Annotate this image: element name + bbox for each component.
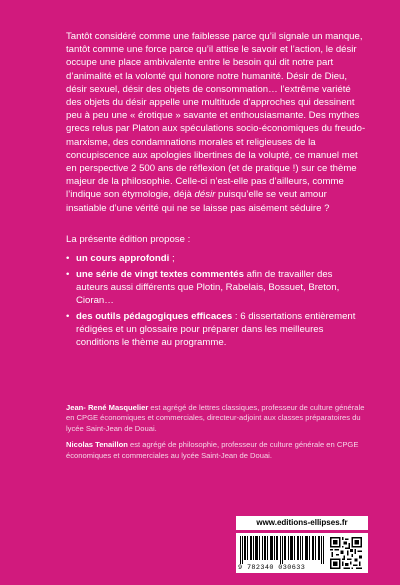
author-bio [66, 440, 372, 461]
barcode-icon [240, 536, 324, 564]
author-bio [66, 403, 372, 434]
edition-list [66, 252, 366, 349]
author-bios [66, 403, 372, 467]
bullet-icon: • [66, 252, 70, 264]
summary-text-part2: puisqu’elle se veut amour insatiable d’une vérité qui ne se laisse pas aisément séduire ? [66, 189, 330, 214]
author-name: Jean- René Masquelier [66, 403, 149, 412]
bullet-icon: • [66, 268, 70, 280]
summary-text-part1: Tantôt considéré comme une faiblesse parce qu’il signale un manque, tantôt comme une force parce qu’il attise le savoir et l’action, le désir occupe une place ambivalente entre le besoin qui dit notre part d’animalité et la volonté qui honore notre humanité. Désir de Dieu, désir sexuel, désir des objets de consommation… l’extrême variété des objets du désir appelle une multitude d’approches qui dessinent peu à peu une « érotique » savante et enthousiasmante. Des mythes grecs relus par Platon aux spéculations socio-économiques du freudo-marxisme, des condamnations morales et religieuses de la concupiscence aux apologies libertines de la volupté, ce manuel met en perspective 2 500 ans de réflexion (et de pratique !) sur ce thème majeur de la philosophie. Celle-ci n’est-elle pas d’ailleurs, comme l’indique son étymologie, déjà [66, 31, 366, 201]
list-item-bold: une série de vingt textes commentés [76, 268, 244, 280]
list-item [66, 252, 366, 265]
list-item-text: ; [169, 252, 175, 264]
author-bio-text: est agrégé de lettres classiques, professeur de culture générale en CPGE économiques et commerciales, directeur-adjoint aux classes préparatoires du lycée Saint-Jean de Douai. [66, 403, 365, 433]
barcode-panel [236, 533, 368, 573]
author-bio-text: est agrégé de philosophie, professeur de culture générale en CPGE économiques et commerciales au lycée Saint-Jean de Douai. [66, 440, 359, 460]
list-item-text: : 6 dissertations entièrement rédigées et un glossaire pour préparer dans les meilleures conditions le thème au programme. [76, 310, 356, 348]
qr-code-icon [330, 537, 362, 569]
list-item [66, 268, 366, 307]
bullet-icon: • [66, 310, 70, 322]
author-name: Nicolas Tenaillon [66, 440, 128, 450]
list-item-bold: des outils pédagogiques efficaces [76, 310, 233, 322]
edition-intro: La présente édition propose : [66, 233, 191, 245]
list-item-text: afin de travailler des auteurs aussi différents que Plotin, Rabelais, Bossuet, Breton, Cioran… [76, 268, 340, 306]
back-cover-text [66, 30, 366, 352]
summary-paragraph [66, 30, 366, 215]
list-item-bold: un cours approfondi [76, 252, 170, 264]
summary-emphasis: désir [194, 189, 216, 201]
list-item [66, 310, 366, 349]
publisher-website[interactable]: www.editions-ellipses.fr [236, 516, 368, 530]
isbn-number: 9 782340 030633 [238, 564, 306, 572]
